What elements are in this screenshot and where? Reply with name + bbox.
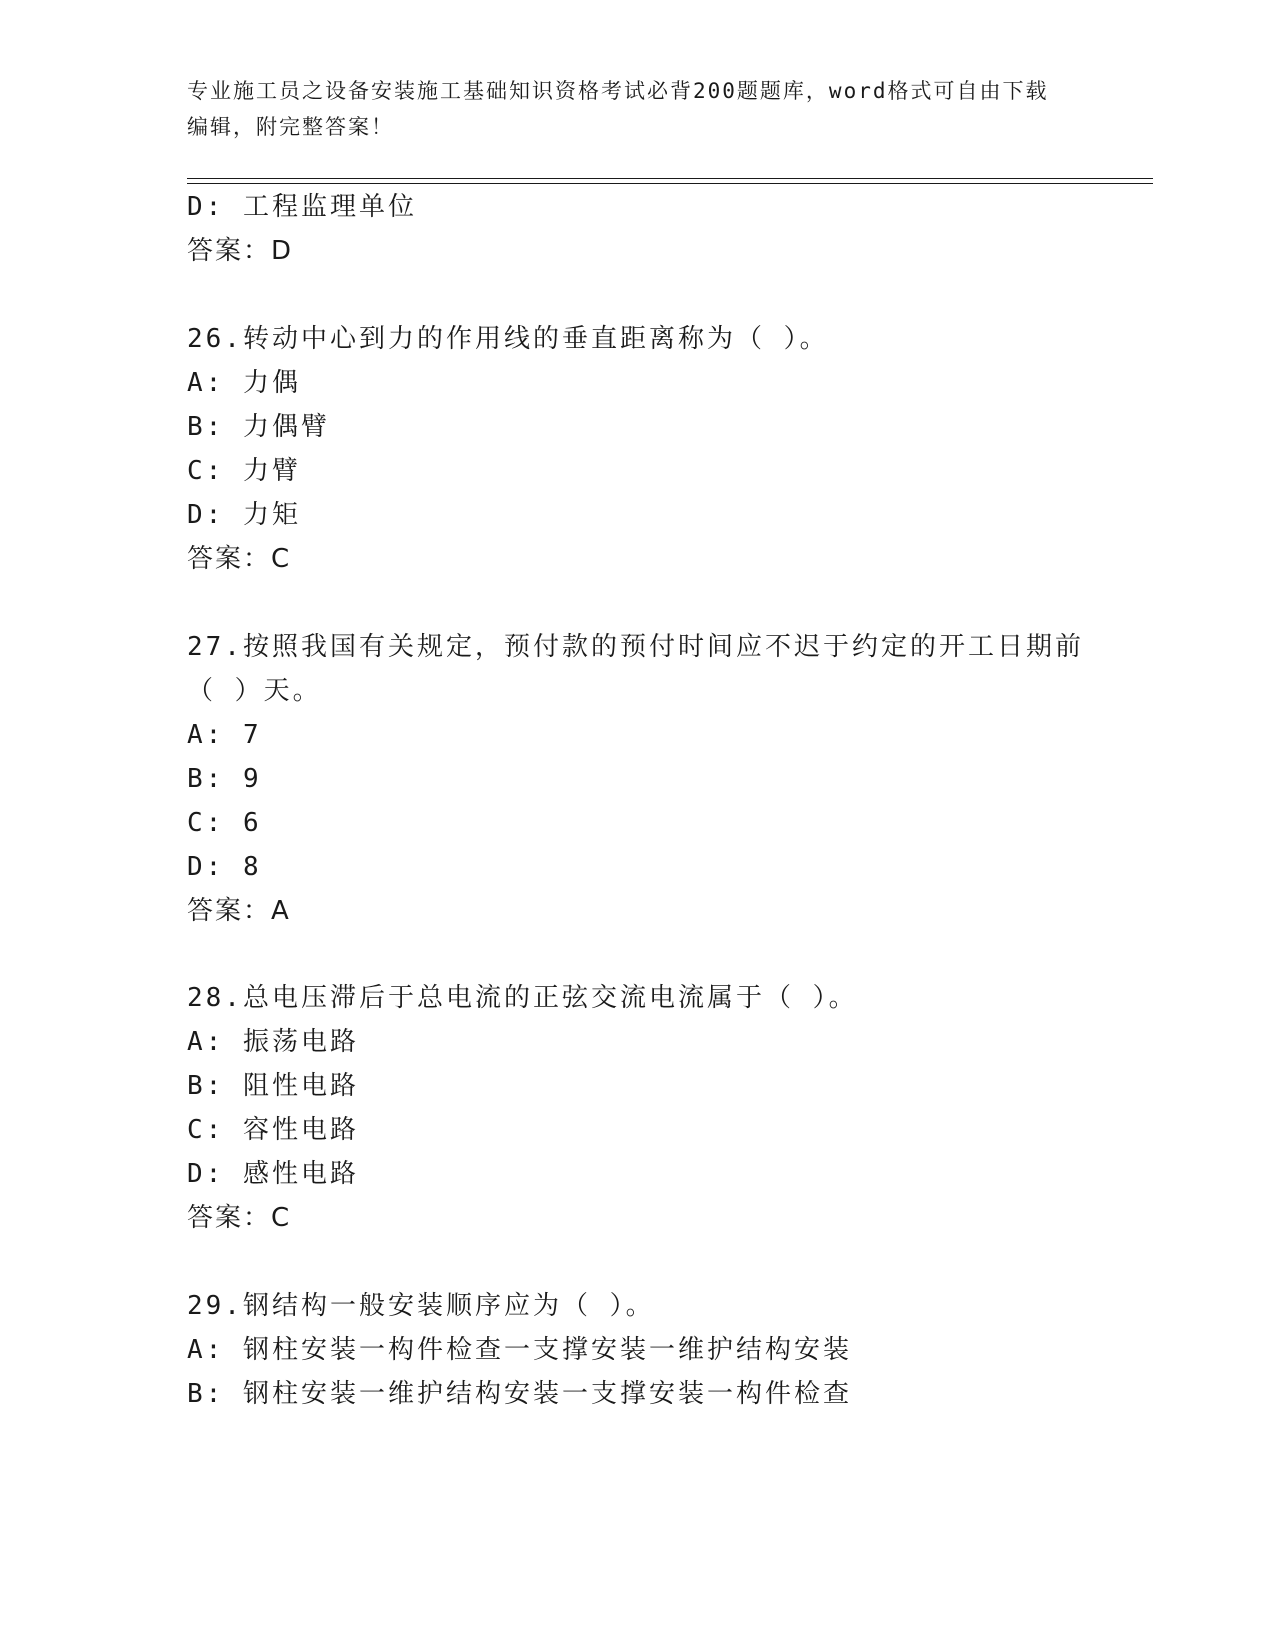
q25-option-d: D: 工程监理单位 [187,192,417,222]
q26-option-c: C: 力臂 [187,456,301,486]
q27-option-d: D: 8 [187,852,262,882]
q25-answer: 答案：D [187,236,294,266]
q27-title-line2: （ ）天。 [187,676,322,706]
q28-option-b: B: 阻性电路 [187,1071,359,1101]
q26-title: 26.转动中心到力的作用线的垂直距离称为（ ）。 [187,324,829,354]
q29-option-a: A: 钢柱安装一构件检查一支撑安装一维护结构安装 [187,1335,852,1365]
q28-option-d: D: 感性电路 [187,1159,359,1189]
q27-option-a: A: 7 [187,720,262,750]
q27-title-line1: 27.按照我国有关规定，预付款的预付时间应不迟于约定的开工日期前 [187,632,1084,662]
q27-option-b: B: 9 [187,764,262,794]
q26-option-a: A: 力偶 [187,368,301,398]
q29-option-b: B: 钢柱安装一维护结构安装一支撑安装一构件检查 [187,1379,852,1409]
q26-option-b: B: 力偶臂 [187,412,330,442]
header-divider-top [187,178,1153,179]
q27-option-c: C: 6 [187,808,262,838]
header-divider-bottom [187,183,1153,184]
q28-title: 28.总电压滞后于总电流的正弦交流电流属于（ ）。 [187,983,858,1013]
q28-option-c: C: 容性电路 [187,1115,359,1145]
document-header: 专业施工员之设备安装施工基础知识资格考试必背200题题库，word格式可自由下载编辑，附完整答案！ [187,79,1049,139]
q26-option-d: D: 力矩 [187,500,301,530]
q29-title: 29.钢结构一般安装顺序应为（ ）。 [187,1291,655,1321]
q26-answer: 答案：C [187,544,292,574]
q28-option-a: A: 振荡电路 [187,1027,359,1057]
q27-answer: 答案：A [187,896,291,926]
q28-answer: 答案：C [187,1203,292,1233]
